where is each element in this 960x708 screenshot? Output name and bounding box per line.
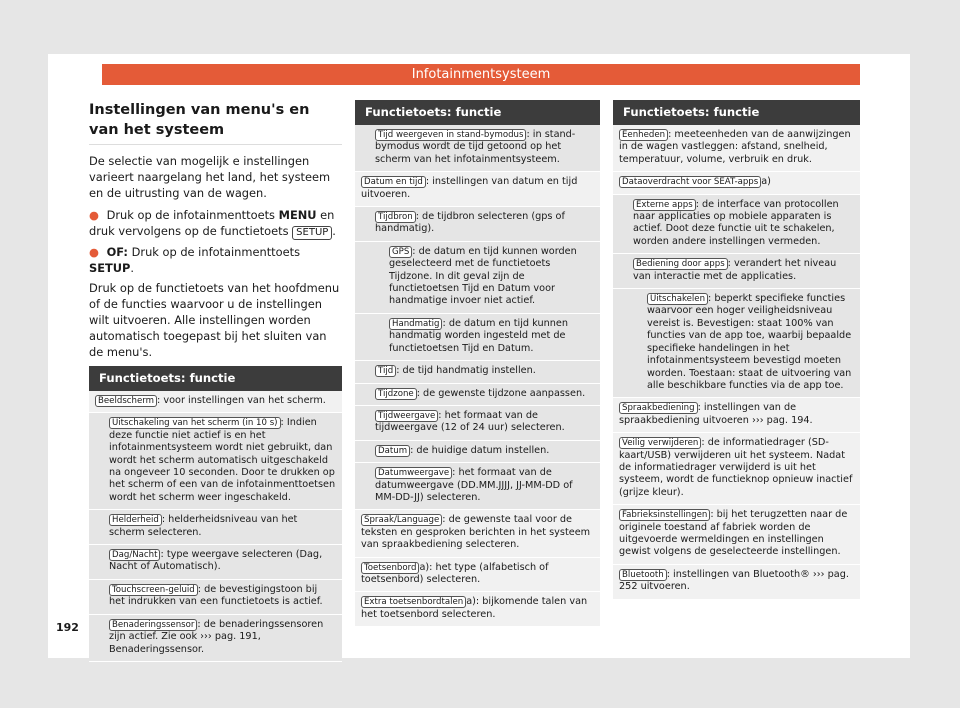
row-text: : instellingen van de spraakbediening uitvoeren ››› pag. 194. — [619, 402, 813, 426]
table-row — [355, 406, 600, 441]
function-key-label: Beeldscherm — [95, 395, 157, 407]
function-key-label: Spraak/Language — [361, 514, 442, 526]
function-table-2 — [355, 100, 600, 627]
column-1 — [89, 100, 342, 662]
table-row — [355, 125, 600, 172]
function-key-label: Tijd weergeven in stand-bymodus — [375, 129, 526, 141]
table-row — [613, 565, 860, 600]
row-text: : type weergave selecteren (Dag, Nacht of Automatisch). — [109, 549, 323, 573]
table-row — [89, 580, 342, 615]
function-key-label: Bluetooth — [619, 569, 667, 581]
body-paragraph: Druk op de functietoets van het hoofdmenu of de functies waarvoor u de instellingen wilt uitvoeren. Alle instellingen worden automatisch toegepast bij het sluiten van de menu's. — [89, 281, 340, 359]
table-row — [355, 510, 600, 557]
function-key-label: Dataoverdracht voor SEAT-apps — [619, 176, 761, 188]
row-text: : de datum en tijd kunnen worden geselecteerd met de functietoets Tijdzone. In dit geval zijn de functietoetsen Tijd en Datum voor handmatige invoer niet actief. — [389, 245, 577, 307]
table-row — [89, 615, 342, 662]
function-key-label: Benaderingssensor — [109, 619, 197, 631]
function-key-label: Datumweergave — [375, 467, 452, 479]
table-row — [613, 505, 860, 565]
table-row — [355, 592, 600, 627]
table-row — [355, 441, 600, 463]
row-text: : instellingen van datum en tijd uitvoeren. — [361, 176, 578, 200]
row-text: : het formaat van de tijdweergave (12 of 24 uur) selecteren. — [375, 409, 565, 434]
function-key-label: Handmatig — [389, 318, 442, 330]
function-key-label: Tijd — [375, 365, 396, 377]
table-row — [355, 463, 600, 510]
table-row — [355, 207, 600, 242]
row-text: : het formaat van de datumweergave (DD.MM.JJJJ, JJ-MM-DD of MM-DD-JJ) selecteren. — [375, 467, 573, 503]
bullet-dot-icon: ● — [89, 208, 99, 222]
table-row — [355, 384, 600, 406]
row-text: : de benaderingssensoren zijn actief. Zie ook ››› pag. 191, Benaderingssensor. — [109, 618, 324, 655]
function-key-label: Toetsenbord — [361, 562, 419, 574]
row-text: : voor instellingen van het scherm. — [157, 395, 326, 406]
table-header: Functietoets: functie — [613, 100, 860, 125]
function-key-label: Uitschakeling van het scherm (in 10 s) — [109, 417, 281, 429]
row-text: : Indien deze functie niet actief is en het infotainmentsysteem wordt niet gebruikt, dan wordt het scherm automatisch uitgeschakeld na ongeveer 10 seconden. Door te drukken op het scherm of een van de infotainmenttoetsen wordt het scherm weer ingeschakeld. — [109, 417, 336, 503]
setup-hard-key: SETUP — [89, 261, 131, 275]
row-text: : meeteenheden van de aanwijzingen in de wagen vastleggen: afstand, snelheid, temperatuur, volume, verbruik en druk. — [619, 129, 851, 165]
row-text: : de gewenste tijdzone aanpassen. — [416, 387, 586, 399]
function-key-label: Externe apps — [633, 199, 696, 211]
table-row — [613, 289, 860, 398]
function-table-3 — [613, 100, 860, 600]
bullet-1: ● Druk op de infotainmenttoets MENU en druk vervolgens op de functietoets SETUP . — [89, 208, 336, 238]
table-row — [89, 391, 342, 413]
function-key-label: Datum en tijd — [361, 176, 426, 188]
intro-text: De selectie van mogelijk e instellingen varieert naargelang het land, het systeem en de uitrusting van de wagen. — [89, 154, 331, 200]
function-table-1 — [89, 366, 342, 662]
table-row — [613, 398, 860, 433]
function-key-label: Fabrieksinstellingen — [619, 509, 710, 521]
table-row — [613, 254, 860, 289]
function-key-label: GPS — [389, 246, 412, 258]
row-text: a): het type (alfabetisch of toetsenbord) selecteren. — [361, 561, 549, 585]
bullet-1-mid: en druk vervolgens op de functietoets — [89, 208, 335, 238]
bullet-dot-icon: ● — [89, 245, 99, 259]
column-2 — [355, 100, 600, 627]
row-text: : helderheidsniveau van het scherm selecteren. — [109, 514, 298, 538]
row-text: a): bijkomende talen van het toetsenbord selecteren. — [361, 596, 588, 620]
function-key-label: Tijdweergave — [375, 410, 438, 422]
setup-key: SETUP — [292, 226, 332, 240]
row-text: : de tijd handmatig instellen. — [396, 365, 536, 377]
row-text: : de tijdbron selecteren (gps of handmatig). — [375, 211, 565, 235]
row-text: : instellingen van Bluetooth® ››› pag. 252 uitvoeren. — [619, 568, 849, 593]
table-row — [89, 510, 342, 545]
menu-key: MENU — [278, 208, 317, 222]
row-text: : de bevestigingstoon bij het indrukken van een functietoets is actief. — [109, 583, 323, 608]
function-key-label: Tijdbron — [375, 211, 416, 223]
or-label: OF: — [106, 245, 128, 259]
table-row — [355, 314, 600, 361]
table-row — [355, 361, 600, 383]
bullet-2: ● OF: Druk op de infotainmenttoets SETUP. — [89, 245, 301, 275]
function-key-label: Spraakbediening — [619, 402, 698, 414]
section-header: Infotainmentsysteem — [102, 64, 860, 85]
table-header: Functietoets: functie — [89, 366, 342, 391]
row-text: : verandert het niveau van interactie met de applicaties. — [633, 258, 837, 282]
column-3 — [613, 100, 860, 600]
table-row — [355, 558, 600, 593]
table-row — [613, 125, 860, 172]
function-key-label: Touchscreen-geluid — [109, 584, 198, 596]
table-row — [89, 545, 342, 580]
function-key-label: Dag/Nacht — [109, 549, 160, 561]
row-text: : bij het terugzetten naar de originele toestand af fabriek worden de uitgevoerde wermeldingen en instellingen gewist volgens de geselecteerde instellingen. — [619, 509, 848, 558]
bullet-2-text: Druk op de infotainmenttoets — [131, 245, 301, 259]
function-key-label: Helderheid — [109, 514, 162, 526]
table-row — [355, 172, 600, 207]
row-text: : beperkt specifieke functies waarvoor een hoger veiligheidsniveau vereist is. Bevestigen: staat 100% van functies van de app toe, waarbij bepaalde specifieke handelingen in het infotainmentsysteem bevestigd moeten worden. Toestaan: staat de uitvoering van alle beschikbare functies via de app toe. — [647, 293, 852, 391]
function-key-label: Datum — [375, 445, 410, 457]
table-row — [355, 242, 600, 314]
row-text: : de interface van protocollen naar applicaties op mobiele apparaten is actief. Doot deze functie uit te schakelen, worden andere instellingen vermeden. — [633, 198, 839, 247]
table-header: Functietoets: functie — [355, 100, 600, 125]
function-key-label: Tijdzone — [375, 388, 417, 400]
function-key-label: Veilig verwijderen — [619, 437, 701, 449]
row-text: : de informatiedrager (SD-kaart/USB) verwijderen uit het systeem. Nadat de informatiedrager verwijderd is uit het systeem, wordt de functieknop opnieuw inactief (grijze kleur). — [619, 437, 853, 498]
page-number: 192 — [56, 621, 79, 634]
table-row — [613, 172, 860, 194]
function-key-label: Uitschakelen — [647, 293, 708, 305]
table-row — [613, 195, 860, 255]
function-key-label: Bediening door apps — [633, 258, 728, 270]
section-heading: Instellingen van menu's en van het systeem — [89, 100, 342, 145]
row-text: : de datum en tijd kunnen handmatig worden ingesteld met de functietoetsen Tijd en Datum. — [389, 317, 568, 354]
function-key-label: Eenheden — [619, 129, 668, 141]
row-text: : de huidige datum instellen. — [410, 444, 550, 456]
table-row — [613, 433, 860, 505]
row-text: a) — [761, 176, 771, 188]
row-text: : de gewenste taal voor de teksten en gesproken berichten in het systeem van spraakbediening selecteren. — [361, 514, 591, 551]
function-key-label: Extra toetsenbordtalen — [361, 596, 466, 608]
table-row — [89, 413, 342, 510]
row-text: : in stand-bymodus wordt de tijd getoond op het scherm van het infotainmentsysteem. — [375, 129, 576, 165]
bullet-1-text: Druk op de infotainmenttoets — [106, 208, 275, 222]
